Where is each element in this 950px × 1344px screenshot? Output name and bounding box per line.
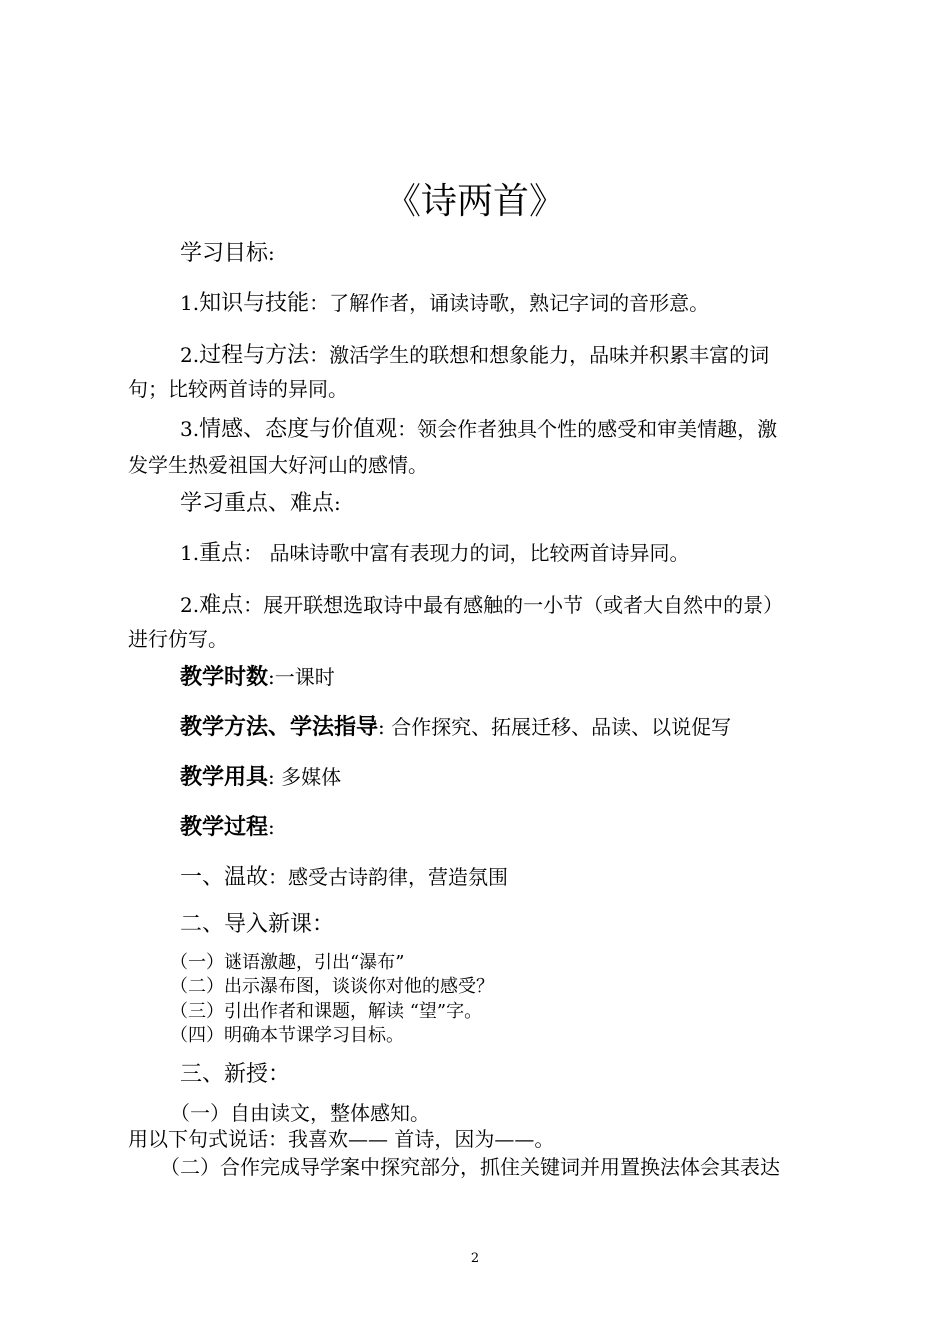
goal-item-3-cont: 发学生热爱祖国大好河山的感情。 (128, 453, 428, 477)
page-title: 《诗两首》 (384, 181, 565, 222)
goals-heading: 学习目标: (180, 241, 275, 266)
step-2-item: （一）谜语激趣，引出“瀑布” (170, 952, 405, 973)
step-3-line: （一）自由读文，整体感知。 (170, 1101, 430, 1125)
step-3-heading: 三、新授： (180, 1062, 291, 1087)
focus-item-2-cont: 进行仿写。 (128, 627, 228, 651)
teaching-process: 教学过程: (180, 815, 275, 840)
focus-item-1: 1.重点： 品味诗歌中富有表现力的词，比较两首诗异同。 (180, 541, 690, 566)
step-2-item: （三）引出作者和课题，解读 “望”字。 (170, 1001, 483, 1022)
step-3-line: （二）合作完成导学案中探究部分，抓住关键词并用置换法体会其表达 (160, 1155, 780, 1179)
step-3-line: 用以下句式说话：我喜欢—— 首诗，因为——。 (128, 1127, 555, 1151)
teaching-tools: 教学用具: 多媒体 (180, 765, 342, 790)
goal-item-3: 3.情感、态度与价值观：领会作者独具个性的感受和审美情趣，激 (180, 417, 778, 442)
focus-heading: 学习重点、难点: (180, 491, 341, 516)
page-number: 2 (470, 1251, 480, 1266)
step-1: 一、温故：感受古诗韵律，营造氛围 (180, 865, 509, 890)
focus-item-2: 2.难点：展开联想选取诗中最有感触的一小节（或者大自然中的景） (180, 593, 784, 618)
goal-item-2-cont: 句；比较两首诗的异同。 (128, 377, 348, 401)
step-2-item: （二）出示瀑布图，谈谈你对他的感受？ (170, 976, 494, 997)
step-2-heading: 二、导入新课： (180, 912, 335, 937)
teaching-hours: 教学时数:一课时 (180, 665, 335, 690)
goal-item-2: 2.过程与方法：激活学生的联想和想象能力，品味并积累丰富的词 (180, 343, 770, 368)
teaching-methods: 教学方法、学法指导: 合作探究、拓展迁移、品读、以说促写 (180, 715, 732, 740)
goal-item-1: 1.知识与技能：了解作者，诵读诗歌，熟记字词的音形意。 (180, 291, 710, 316)
step-2-item: （四）明确本节课学习目标。 (170, 1025, 404, 1046)
